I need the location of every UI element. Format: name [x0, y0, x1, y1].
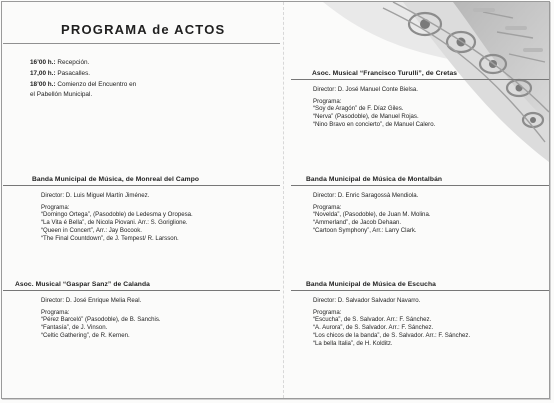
band-heading: Banda Municipal de Música de Montalbán [291, 176, 549, 186]
band-section-calanda [3, 281, 280, 340]
program-piece: “Soy de Aragón” de F. Díaz Giles. [313, 105, 404, 113]
program-piece: “Queen in Concert”, Arr.: Jay Bocook. [41, 226, 142, 234]
program-piece: “Pérez Barceló” (Pasodoble), de B. Sanchis. [41, 316, 161, 324]
schedule-text: Recepción. [57, 59, 90, 66]
program-piece: “Celtic Gathering”, de R. Kernen. [41, 331, 130, 339]
schedule-time: 17,00 h.: [30, 70, 56, 78]
band-heading: Banda Municipal de Música, de Monreal del Campo [3, 176, 280, 186]
program-piece: “La bella Italia”, de H. Kolditz. [313, 339, 393, 347]
schedule-item [30, 69, 280, 78]
title-divider [3, 43, 280, 44]
program-piece: “Nerva” (Pasodoble), de Manuel Rojas. [313, 113, 419, 121]
program-piece: “Nino Bravo en concierto”, de Manuel Calero. [313, 120, 436, 128]
program-piece: “The Final Countdown”, de J. Tempest/ R. Larsson. [41, 234, 179, 242]
band-director: Director: D. Luis Miguel Martín Jiménez. [41, 192, 150, 199]
program-piece: “Ammerland”, de Jacob Dehaan. [313, 219, 402, 227]
band-heading: Asoc. Musical “Francisco Turulli”, de Cretas [291, 70, 549, 80]
program-piece: “Novelda”, (Pasodoble), de Juan M. Molina. [313, 211, 431, 219]
program-piece: “Los chicos de la banda”, de S. Salvador. Arr.: F. Sánchez. [313, 331, 471, 339]
program-piece: “Escucha”, de S. Salvador. Arr.: F. Sánchez. [313, 316, 432, 324]
band-heading: Banda Municipal de Música de Escucha [291, 281, 549, 291]
program-piece: “Domingo Ortega”, (Pasodoble) de Ledesma y Oropesa. [41, 211, 193, 219]
program-piece: “Cartoon Symphony”, Arr.: Larry Clark. [313, 226, 417, 234]
program-piece: “La Vita é Bella”, de Nicola Piovani. Arr.: S. Goriglione. [41, 219, 188, 227]
band-director: Director: D. José Manuel Conte Bielsa. [313, 86, 418, 93]
schedule-item [30, 58, 280, 67]
band-director: Director: D. José Enrique Melia Real. [41, 297, 142, 304]
band-section-monreal [3, 176, 280, 242]
program-label: Programa: [313, 97, 342, 105]
program-label: Programa: [41, 308, 70, 316]
schedule-item [30, 80, 280, 98]
program-label: Programa: [313, 308, 342, 316]
schedule-text: Comienzo del Encuentro en [57, 81, 137, 89]
program-piece: “A. Aurora”, de S. Salvador. Arr.: F. Sánchez. [313, 324, 434, 332]
schedule-time: 18’00 h.: [30, 81, 56, 89]
schedule-time: 16’00 h.: [30, 59, 56, 66]
schedule-text-continued: el Pabellón Municipal. [30, 90, 93, 98]
band-section-montalban [291, 176, 549, 235]
schedule-text: Pasacalles. [57, 70, 91, 78]
schedule-list [30, 58, 280, 99]
program-label: Programa: [313, 203, 342, 211]
program-piece: “Fantasía”, de J. Vinson. [41, 324, 108, 332]
band-heading: Asoc. Musical “Gaspar Sanz” de Calanda [3, 281, 280, 291]
page-title: PROGRAMA de ACTOS [61, 22, 226, 37]
band-director: Director: D. Enric Saragossà Mendiola. [313, 192, 419, 199]
program-label: Programa: [41, 203, 70, 211]
band-section-turulli [291, 70, 549, 129]
band-section-escucha [291, 281, 549, 347]
band-director: Director: D. Salvador Salvador Navarro. [313, 297, 421, 304]
